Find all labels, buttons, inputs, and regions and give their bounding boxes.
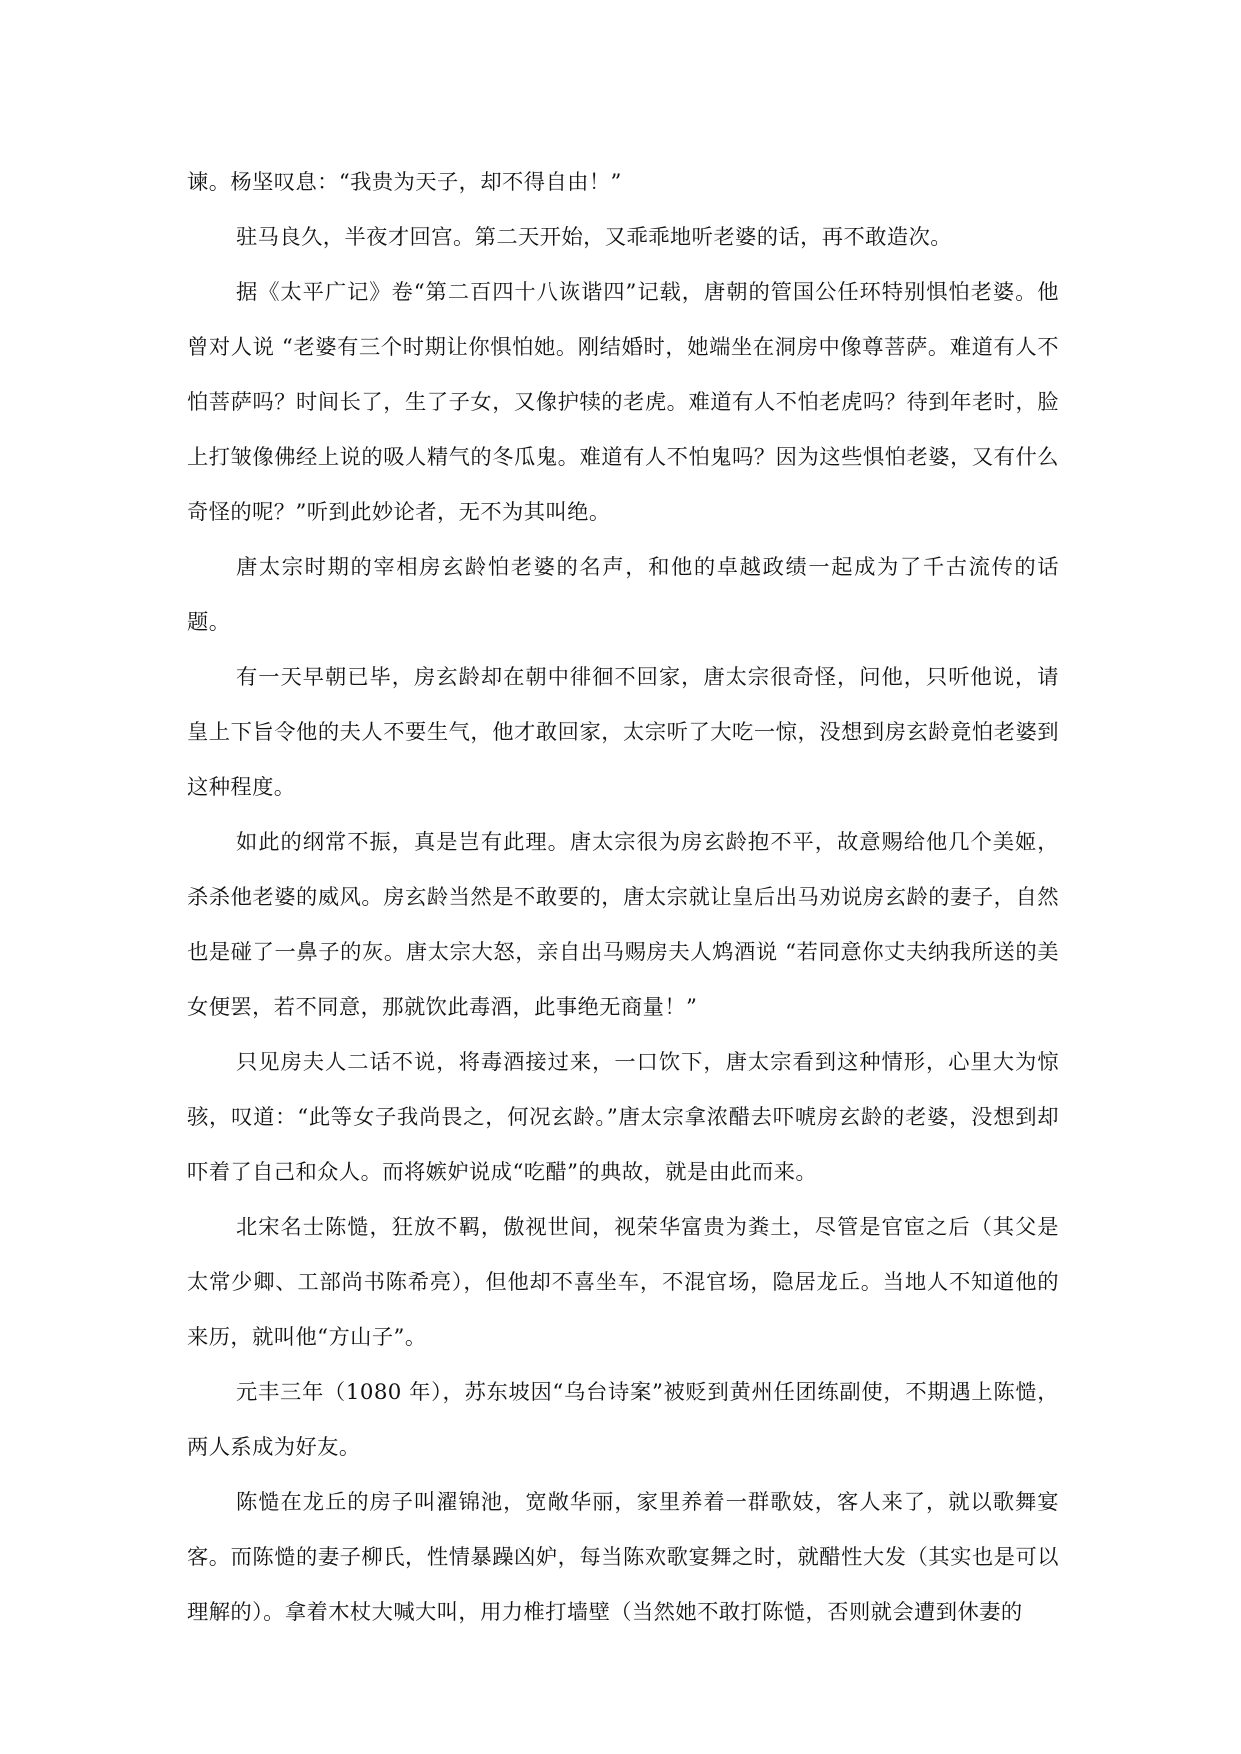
paragraph: 陈慥在龙丘的房子叫濯锦池，宽敞华丽，家里养着一群歌妓，客人来了，就以歌舞宴客。而陈慥的妻子柳氏，性情暴躁凶妒，每当陈欢歌宴舞之时，就醋性大发（其实也是可以理解的）。拿着木杖大喊大叫，用力椎打墙壁（当然她不敢打陈慥，否则就会遭到休妻的 — [187, 1490, 1059, 1625]
paragraph: 只见房夫人二话不说，将毒酒接过来，一口饮下，唐太宗看到这种情形，心里大为惊骇，叹道：“此等女子我尚畏之，何况玄龄。”唐太宗拿浓醋去吓唬房玄龄的老婆，没想到却吓着了自己和众人。而将嫉妒说成“吃醋”的典故，就是由此而来。 — [187, 1050, 1059, 1185]
paragraph: 北宋名士陈慥，狂放不羁，傲视世间，视荣华富贵为粪土，尽管是官宦之后（其父是太常少卿、工部尚书陈希亮），但他却不喜坐车，不混官场，隐居龙丘。当地人不知道他的来历，就叫他“方山子”。 — [187, 1215, 1059, 1350]
article-body — [187, 155, 1059, 1640]
paragraph: 如此的纲常不振，真是岂有此理。唐太宗很为房玄龄抱不平，故意赐给他几个美姬，杀杀他老婆的威风。房玄龄当然是不敢要的，唐太宗就让皇后出马劝说房玄龄的妻子，自然也是碰了一鼻子的灰。唐太宗大怒，亲自出马赐房夫人鸩酒说 “若同意你丈夫纳我所送的美女便罢，若不同意，那就饮此毒酒，此事绝无商量！” — [187, 830, 1059, 1020]
paragraph: 元丰三年（1080 年），苏东坡因“乌台诗案”被贬到黄州任团练副使，不期遇上陈慥，两人系成为好友。 — [187, 1380, 1059, 1460]
paragraph: 唐太宗时期的宰相房玄龄怕老婆的名声，和他的卓越政绩一起成为了千古流传的话题。 — [187, 555, 1059, 635]
paragraph: 驻马良久，半夜才回宫。第二天开始，又乖乖地听老婆的话，再不敢造次。 — [235, 225, 952, 250]
paragraph: 据《太平广记》卷“第二百四十八诙谐四”记载，唐朝的管国公任环特别惧怕老婆。他曾对人说 “老婆有三个时期让你惧怕她。刚结婚时，她端坐在洞房中像尊菩萨。难道有人不怕菩萨吗？时间长了，生了子女，又像护犊的老虎。难道有人不怕老虎吗？待到年老时，脸上打皱像佛经上说的吸人精气的冬瓜鬼。难道有人不怕鬼吗？因为这些惧怕老婆，又有什么奇怪的呢？”听到此妙论者，无不为其叫绝。 — [187, 280, 1059, 525]
paragraph: 有一天早朝已毕，房玄龄却在朝中徘徊不回家，唐太宗很奇怪，问他，只听他说，请皇上下旨令他的夫人不要生气，他才敢回家，太宗听了大吃一惊，没想到房玄龄竟怕老婆到这种程度。 — [187, 665, 1059, 800]
paragraph-continuation: 谏。杨坚叹息：“我贵为天子，却不得自由！” — [187, 170, 622, 195]
